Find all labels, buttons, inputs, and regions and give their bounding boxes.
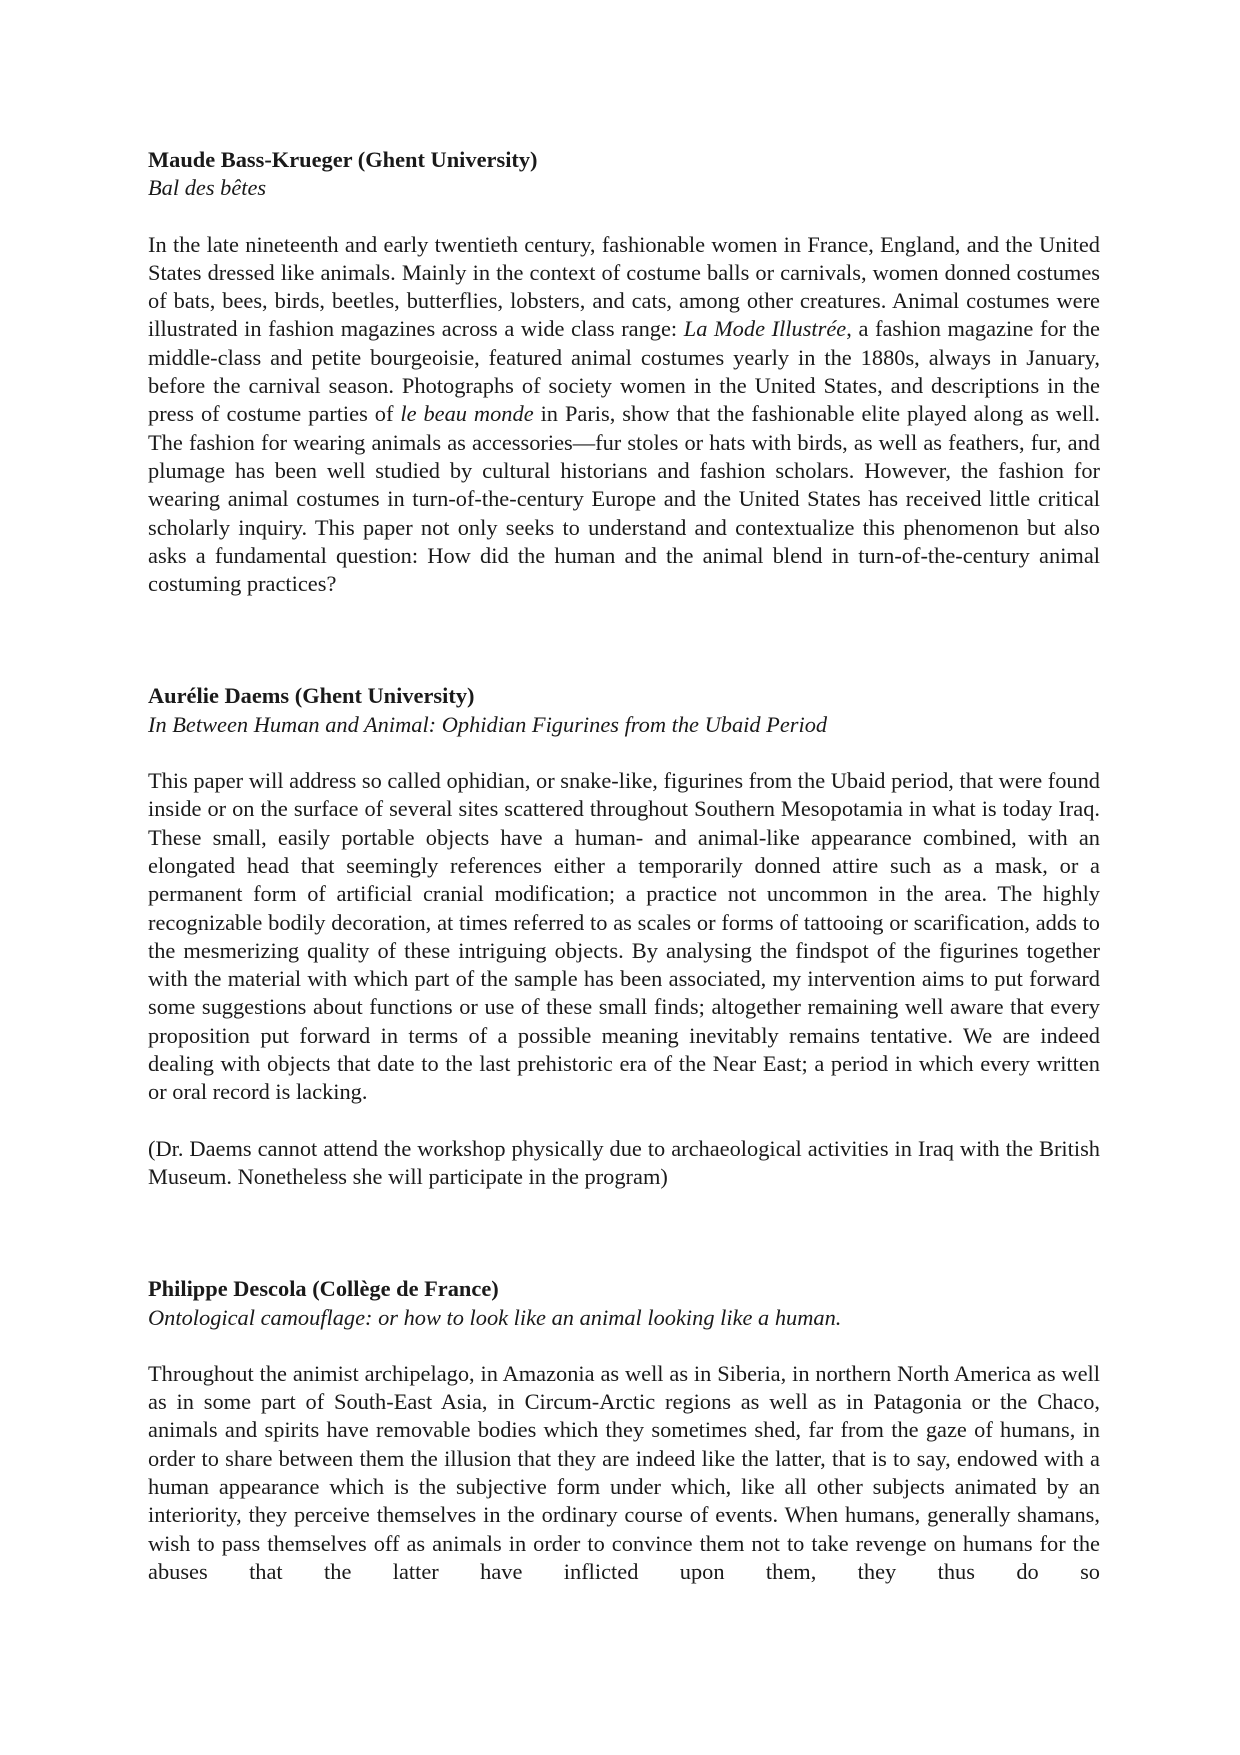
abstract-paragraph	[148, 231, 1100, 599]
text-run: in Paris, show that the fashionable elite played along as well. The fashion for wearing animals as accessories—fur stoles or hats with birds, as well as feathers, fur, and plumage has been well studied by cultural historians and fashion scholars. However, the fashion for wearing animal costumes in turn-of-the-century Europe and the United States has received little critical scholarly inquiry. This paper not only seeks to understand and contextualize this phenomenon but also asks a fundamental question: How did the human and the animal blend in turn-of-the-century animal costuming practices?	[148, 401, 1101, 597]
text-run: , a fashion magazine for the middle-class and petite bourgeoisie, featured animal costumes yearly in the 1880s, always in January, before the carnival season. Photographs of society women in the United States, and descriptions in the press of costume parties of	[148, 316, 1100, 427]
document-page	[148, 146, 1100, 1586]
text-run: Throughout the animist archipelago, in Amazonia as well as in Siberia, in northern North America as well as in some part of South-East Asia, in Circum-Arctic regions as well as in Patagonia or the Chaco, animals and spirits have removable bodies which they sometimes shed, far from the gaze of humans, in order to share between them the illusion that they are indeed like the latter, that is to say, endowed with a human appearance which is the subjective form under which, like all other subjects animated by an interiority, they perceive themselves in the ordinary course of events. When humans, generally shamans, wish to pass themselves off as animals in order to convince them not to take revenge on humans for the abuses that the latter have inflicted upon them, they thus do so	[148, 1360, 1100, 1584]
author-name: Maude Bass-Krueger (Ghent University)	[148, 147, 538, 172]
text-run-italic: le beau monde	[400, 401, 534, 427]
abstract-paragraph	[148, 1360, 1100, 1586]
author-name: Philippe Descola (Collège de France)	[148, 1276, 499, 1302]
author-name: Aurélie Daems (Ghent University)	[148, 683, 475, 709]
abstract-entry	[148, 682, 1100, 1191]
paper-title: In Between Human and Animal: Ophidian Figurines from the Ubaid Period	[148, 711, 828, 737]
abstract-entry	[148, 1275, 1100, 1586]
paper-title: Bal des bêtes	[148, 175, 267, 201]
abstract-paragraph	[148, 767, 1100, 1107]
paper-title: Ontological camouflage: or how to look like an animal looking like a human.	[148, 1304, 842, 1330]
attendance-note	[148, 1135, 1100, 1192]
text-run: (Dr. Daems cannot attend the workshop physically due to archaeological activities in Iraq with the British Museum. Nonetheless she will participate in the program)	[148, 1135, 1100, 1189]
abstract-entry	[148, 146, 1100, 598]
text-run: In the late nineteenth and early twentieth century, fashionable women in France, England, and the United States dressed like animals. Mainly in the context of costume balls or carnivals, women donned costumes of bats, bees, birds, beetles, butterflies, lobsters, and cats, among other creatures. Animal costumes were illustrated in fashion magazines across a wide class range:	[148, 231, 1100, 342]
text-run: This paper will address so called ophidian, or snake-like, figurines from the Ubaid period, that were found inside or on the surface of several sites scattered throughout Southern Mesopotamia in what is today Iraq. These small, easily portable objects have a human- and animal-like appearance combined, with an elongated head that seemingly references either a temporarily donned attire such as a mask, or a permanent form of artificial cranial modification; a practice not uncommon in the area. The highly recognizable bodily decoration, at times referred to as scales or forms of tattooing or scarification, adds to the mesmerizing quality of these intriguing objects. By analysing the findspot of the figurines together with the material with which part of the sample has been associated, my intervention aims to put forward some suggestions about functions or use of these small finds; altogether remaining well aware that every proposition put forward in terms of a possible meaning inevitably remains tentative. We are indeed dealing with objects that date to the last prehistoric era of the Near East; a period in which every written or oral record is lacking.	[148, 768, 1100, 1105]
text-run-italic: La Mode Illustrée	[683, 316, 847, 342]
